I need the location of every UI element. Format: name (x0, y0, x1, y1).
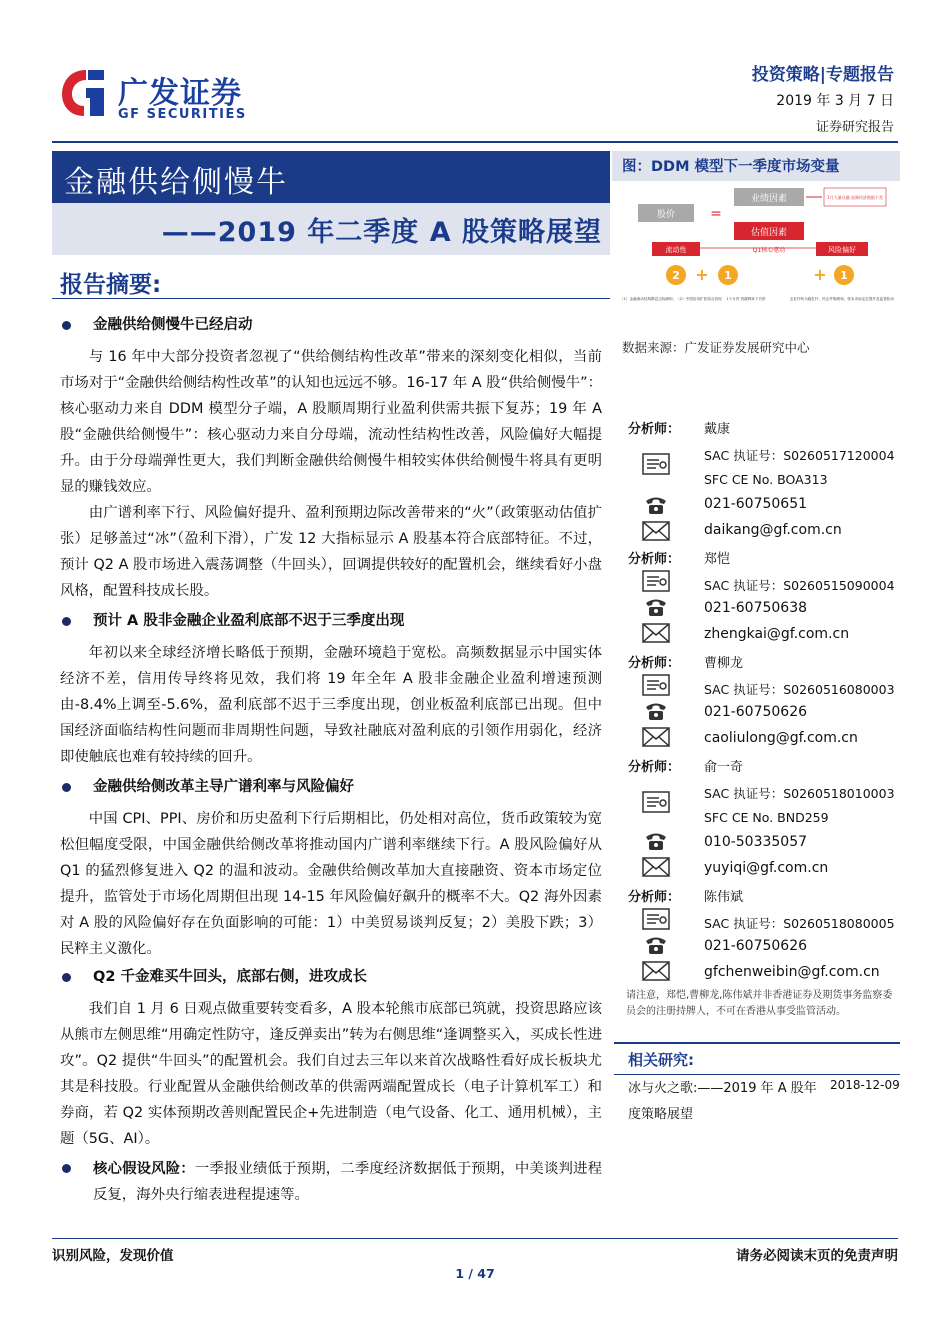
analyst-name: 俞一奇 (704, 760, 744, 775)
report-type: 投资策略|专题报告 (751, 65, 894, 85)
risk-paragraph (93, 1156, 602, 1208)
certificate-icon (642, 570, 670, 592)
phone-icon (642, 494, 670, 516)
analyst-sfc: SFC CE No. BND259 (704, 810, 829, 825)
bullet-icon (62, 1164, 71, 1173)
figure-source: 数据来源：广发证券发展研究中心 (622, 340, 810, 355)
bullet-icon (62, 617, 71, 626)
page-number: 1 / 47 (455, 1266, 495, 1281)
risk-title: 核心假设风险： (93, 1161, 195, 1177)
analyst-label: 分析师： (628, 552, 681, 567)
analyst-sac: SAC 执证号：S0260518010003 (704, 786, 895, 801)
analyst-name: 戴康 (704, 422, 731, 437)
analyst-email[interactable]: yuyiqi@gf.com.cn (704, 860, 829, 876)
related-item-title[interactable]: 冰与火之歌:——2019 年 A 股年度策略展望 (628, 1081, 817, 1122)
email-icon (642, 856, 670, 878)
analyst-phone: 021-60750626 (704, 704, 808, 720)
phone-icon (642, 934, 670, 956)
certificate-icon (642, 791, 670, 813)
analyst-label: 分析师： (628, 890, 681, 905)
summary-divider (52, 298, 610, 299)
email-icon (642, 960, 670, 982)
bullet-title: 金融供给侧改革主导广谱利率与风险偏好 (93, 779, 354, 795)
analyst-phone: 021-60750651 (704, 496, 808, 512)
analyst-phone: 010-50335057 (704, 834, 808, 850)
analyst-email[interactable]: gfchenweibin@gf.com.cn (704, 964, 880, 980)
earnings-label: 业绩因素 (750, 194, 788, 204)
bullet-title: Q2 千金难买牛回头，底部右侧，进攻成长 (93, 969, 367, 985)
analyst-email[interactable]: daikang@gf.com.cn (704, 522, 842, 538)
summary-heading: 报告摘要: (60, 272, 162, 298)
risk-pref-label: 风险偏好 (828, 246, 856, 254)
analyst-phone: 021-60750626 (704, 938, 808, 954)
ddm-diagram (616, 184, 898, 328)
email-icon (642, 622, 670, 644)
summary-paragraph: 与 16 年中大部分投资者忽视了“供给侧结构性改革”带来的深刻变化相似，当前市场对于“金融供给侧结构性改革”的认知也远远不够。16-17 年 A 股“供给侧慢牛”：核心驱动力来自 DDM 模型分子端，A 股顺周期行业盈利供需共振下复苏；19 年 A 股“金融供给侧慢牛”：核心驱动力来自分母端，流动性结构性改善，风险偏好大幅提升。由于分母端弹性更大，我们判断金融供给侧慢牛相较实体供给侧慢牛将具有更明显的赚钱效应。 (60, 349, 602, 495)
page-subtitle: ——2019 年二季度 A 股策略展望 (161, 217, 602, 248)
note-left: （1）金融流动结构降息边际缓和；（2）中国信用扩张拐点初现 (620, 297, 722, 301)
related-divider-top (614, 1042, 900, 1044)
q1-driver-label: Q1核心驱动 (752, 247, 786, 254)
footer-disclaimer-link[interactable]: 请务必阅读末页的免责声明 (736, 1248, 898, 1264)
analyst-label: 分析师： (628, 656, 681, 671)
report-date: 2019 年 3 月 7 日 (776, 93, 894, 109)
bullet-icon (62, 321, 71, 330)
page-title: 金融供给侧慢牛 (64, 165, 288, 200)
summary-paragraph: 中国 CPI、PPI、房价和历史盈利下行后期相比，仍处相对高位，货币政策较为宽松但幅度受限，中国金融供给侧改革将推动国内广谱利率继续下行。A 股风险偏好从 Q1 的猛烈修复进入 Q2 的温和波动。金融供给侧改革加大直接融资、资本市场定位提升，监管处于市场化周期但出现 14-15 年风险偏好飙升的概率不大。Q2 海外因素对 A 股的风险偏好存在负面影响的可能：1）中美贸易谈判反复；2）美股下跌；3）民粹主义激化。 (60, 811, 602, 957)
summary-paragraph: 我们自 1 月 6 日观点做重要转变看多，A 股本轮熊市底部已筑就，投资思路应该从熊市左侧思维“用确定性防守，逢反弹卖出”转为右侧思维“逢调整买入，买成长性进攻”。Q2 提供“牛回头”的配置机会。我们自过去三年以来首次战略性看好成长板块尤其是科技股。行业配置从金融供给侧改革的供需两端配置成长（电子计算机军工）和券商，若 Q2 实体预期改善则配置民企+先进制造（电气设备、化工、通用机械），主题（5G、AI）。 (60, 1001, 602, 1147)
analyst-name: 郑恺 (704, 552, 731, 567)
header-divider (52, 141, 898, 143)
logo-english-name: GF SECURITIES (118, 107, 247, 122)
report-kind: 证券研究报告 (815, 120, 894, 135)
logo-chinese-name: 广发证券 (118, 76, 242, 111)
note-right: 去杠杆转为稳杠杆、民企并购缓和，资本市场定位提升及监管松动 (789, 297, 894, 301)
equals-sign: = (710, 206, 722, 222)
plus-sign: + (813, 265, 827, 284)
footer-divider (52, 1238, 898, 1239)
number-1-label: 1 (724, 269, 732, 282)
email-icon (642, 520, 670, 542)
phone-icon (642, 700, 670, 722)
number-1-label: 1 (840, 269, 848, 282)
price-label: 股价 (656, 210, 676, 220)
related-item-date: 2018-12-09 (830, 1078, 900, 1092)
summary-paragraph: 由广谱利率下行、风险偏好提升、盈利预期边际改善带来的“火”（政策驱动估值扩张）足够盖过“冰”（盈利下滑），广发 12 大指标显示 A 股基本符合底部特征。不过，预计 Q2 A 股市场进入震荡调整（牛回头），回调提供较好的配置机会，继续看好小盘风格，配置科技成长股。 (60, 505, 602, 599)
liquidity-label: 流动性 (665, 246, 687, 254)
phone-icon (642, 830, 670, 852)
related-divider (614, 1074, 900, 1075)
analyst-email[interactable]: zhengkai@gf.com.cn (704, 626, 850, 642)
analyst-sac: SAC 执证号：S0260518080005 (704, 916, 895, 931)
analyst-sac: SAC 执证号：S0260515090004 (704, 578, 895, 593)
bullet-title: 预计 A 股非金融企业盈利底部不迟于三季度出现 (93, 613, 405, 629)
related-heading: 相关研究: (628, 1051, 694, 1069)
bullet-title: 金融供给侧慢牛已经启动 (93, 317, 253, 333)
valuation-label: 估值因素 (750, 228, 788, 238)
analyst-sac: SAC 执证号：S0260516080003 (704, 682, 895, 697)
bullet-icon (62, 783, 71, 792)
email-icon (642, 726, 670, 748)
certificate-icon (642, 908, 670, 930)
summary-paragraph: 年初以来全球经济增长略低于预期，金融环境趋于宽松。高频数据显示中国实体经济不差，信用传导终将见效，我们将 19 年全年 A 股非金融企业盈利增速预测由-8.4%上调至-5.6%，盈利底部不迟于三季度出现，创业板盈利底部已出现。但中国经济面临结构性问题而非周期性问题，导致社融底对盈利底的引领作用弱化，经济即使触底也难有较持续的回升。 (60, 645, 602, 765)
analyst-label: 分析师： (628, 422, 681, 437)
plus-sign: + (695, 265, 709, 284)
analyst-label: 分析师： (628, 760, 681, 775)
analyst-name: 曹柳龙 (704, 656, 744, 671)
risk-text: 一季报业绩低于预期，二季度经济数据低于预期，中美谈判进程反复，海外央行缩表进程提速等。 (93, 1161, 602, 1203)
analyst-sfc: SFC CE No. BOA313 (704, 472, 828, 487)
phone-icon (642, 596, 670, 618)
analyst-email[interactable]: caoliulong@gf.com.cn (704, 730, 858, 746)
gf-logo-icon (58, 66, 108, 120)
earnings-note: 1月大量社融 高频经济数据不差 (827, 195, 883, 200)
footer-slogan: 识别风险，发现价值 (52, 1248, 174, 1264)
note-mid: 1个月内 短端利率下台阶 (726, 297, 766, 301)
analyst-sac: SAC 执证号：S0260517120004 (704, 448, 895, 463)
figure-title: 图：DDM 模型下一季度市场变量 (622, 159, 840, 175)
certificate-icon (642, 674, 670, 696)
analyst-phone: 021-60750638 (704, 600, 808, 616)
analyst-name: 陈伟斌 (704, 890, 744, 905)
certificate-icon (642, 453, 670, 475)
analyst-disclaimer: 请注意，郑恺,曹柳龙,陈伟斌并非香港证券及期货事务监察委员会的注册持牌人，不可在香港从事受监管活动。 (626, 990, 893, 1017)
number-2-label: 2 (672, 269, 680, 282)
bullet-icon (62, 973, 71, 982)
